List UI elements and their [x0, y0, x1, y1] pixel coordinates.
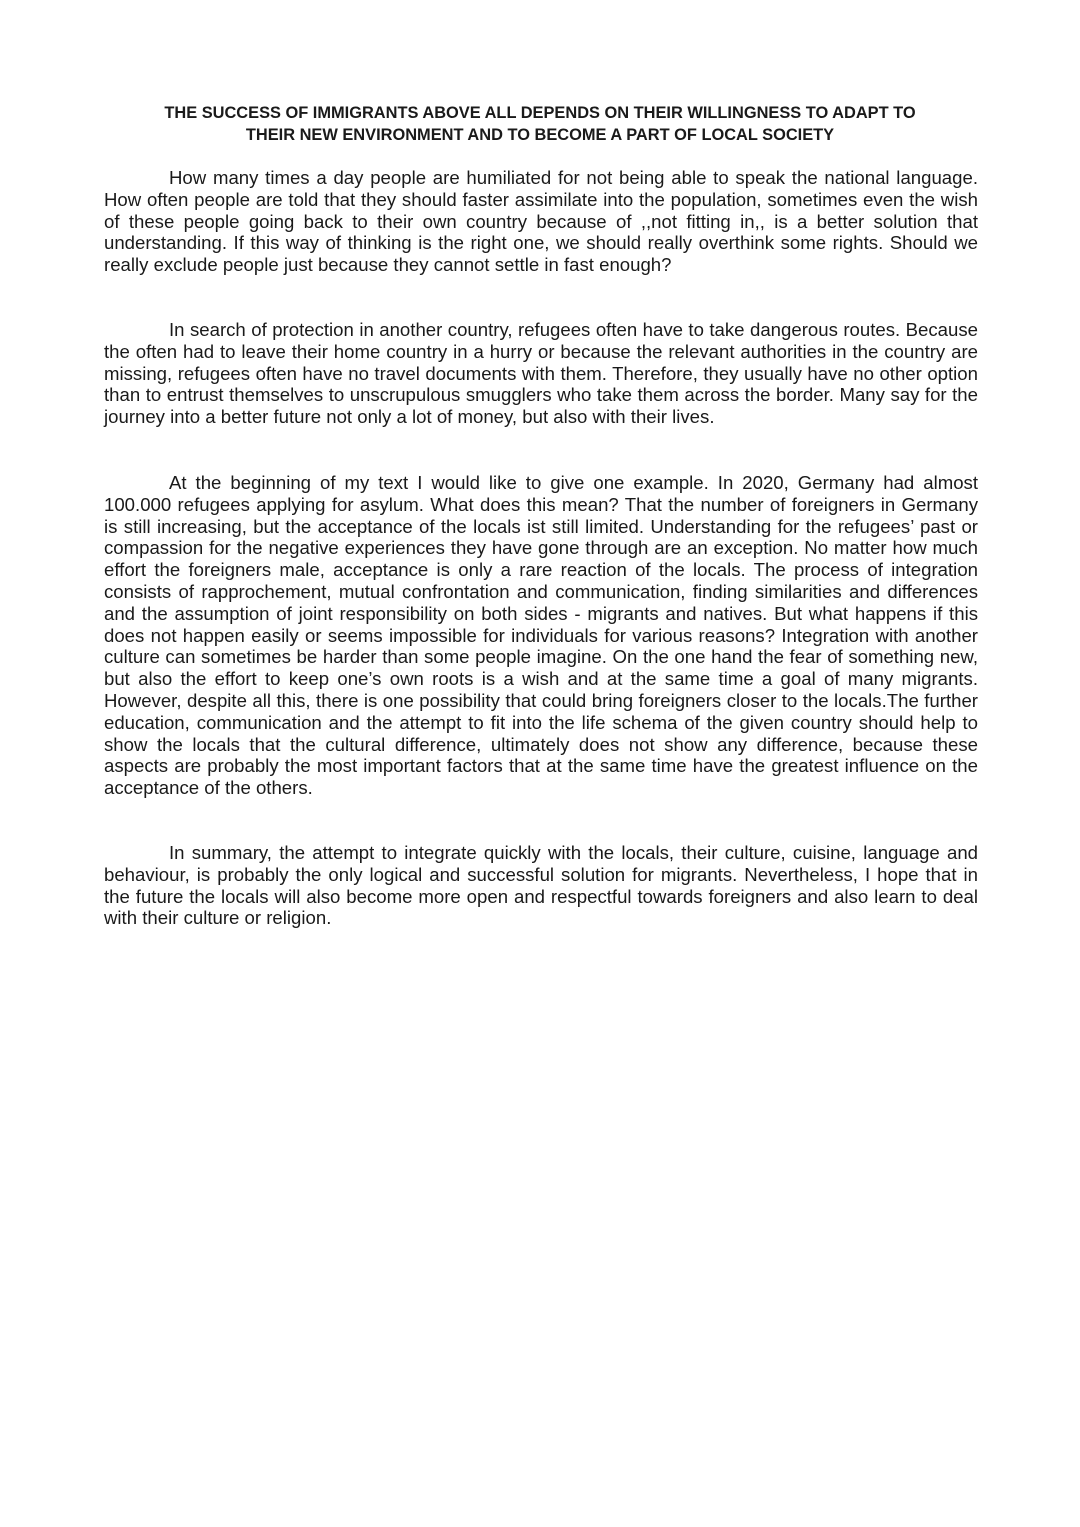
paragraph-3: At the beginning of my text I would like to give one example. In 2020, Germany had almost 100.000 refugees applying for asylum. What does this mean? That the number of foreigners in Germany is still increasing, but the acceptance of the locals ist still limited. Understanding for the refugees’ past or compassion for the negative experiences they have gone through are an exception. No matter how much effort the foreigners male, acceptance is only a rare reaction of the locals. The process of integration consists of rapprochement, mutual confrontation and communication, finding similarities and differences and the assumption of joint responsibility on both sides - migrants and natives. But what happens if this does not happen easily or seems impossible for individuals for various reasons? Integration with another culture can sometimes be harder than some people imagine. On the one hand the fear of something new, but also the effort to keep one’s own roots is a wish and at the same time a goal of many migrants. However, despite all this, there is one possibility that could bring foreigners closer to the locals.The further education, communication and the attempt to fit into the life schema of the given country should help to show the locals that the cultural difference, ultimately does not show any difference, because these aspects are probably the most important factors that at the same time have the greatest influence on the acceptance of the others. — [104, 472, 978, 799]
document-title-line-2: THEIR NEW ENVIRONMENT AND TO BECOME A PART OF LOCAL SOCIETY — [245, 126, 835, 144]
paragraph-1: How many times a day people are humiliated for not being able to speak the national language. How often people are told that they should faster assimilate into the population, sometimes even the wish of these people going back to their own country because of ,,not fitting in,, is a better solution that understanding. If this way of thinking is the right one, we should really overthink some rights. Should we really exclude people just because they cannot settle in fast enough? — [104, 167, 978, 276]
document-title — [104, 102, 976, 146]
paragraph-2: In search of protection in another country, refugees often have to take dangerous routes. Because the often had to leave their home country in a hurry or because the relevant authorities in the country are missing, refugees often have no travel documents with them. Therefore, they usually have no other option than to entrust themselves to unscrupulous smugglers who take them across the border. Many say for the journey into a better future not only a lot of money, but also with their lives. — [104, 319, 978, 428]
document-title-line-1: THE SUCCESS OF IMMIGRANTS ABOVE ALL DEPENDS ON THEIR WILLINGNESS TO ADAPT TO — [164, 104, 916, 122]
paragraph-4: In summary, the attempt to integrate quickly with the locals, their culture, cuisine, language and behaviour, is probably the only logical and successful solution for migrants. Nevertheless, I hope that in the future the locals will also become more open and respectful towards foreigners and also learn to deal with their culture or religion. — [104, 842, 978, 929]
